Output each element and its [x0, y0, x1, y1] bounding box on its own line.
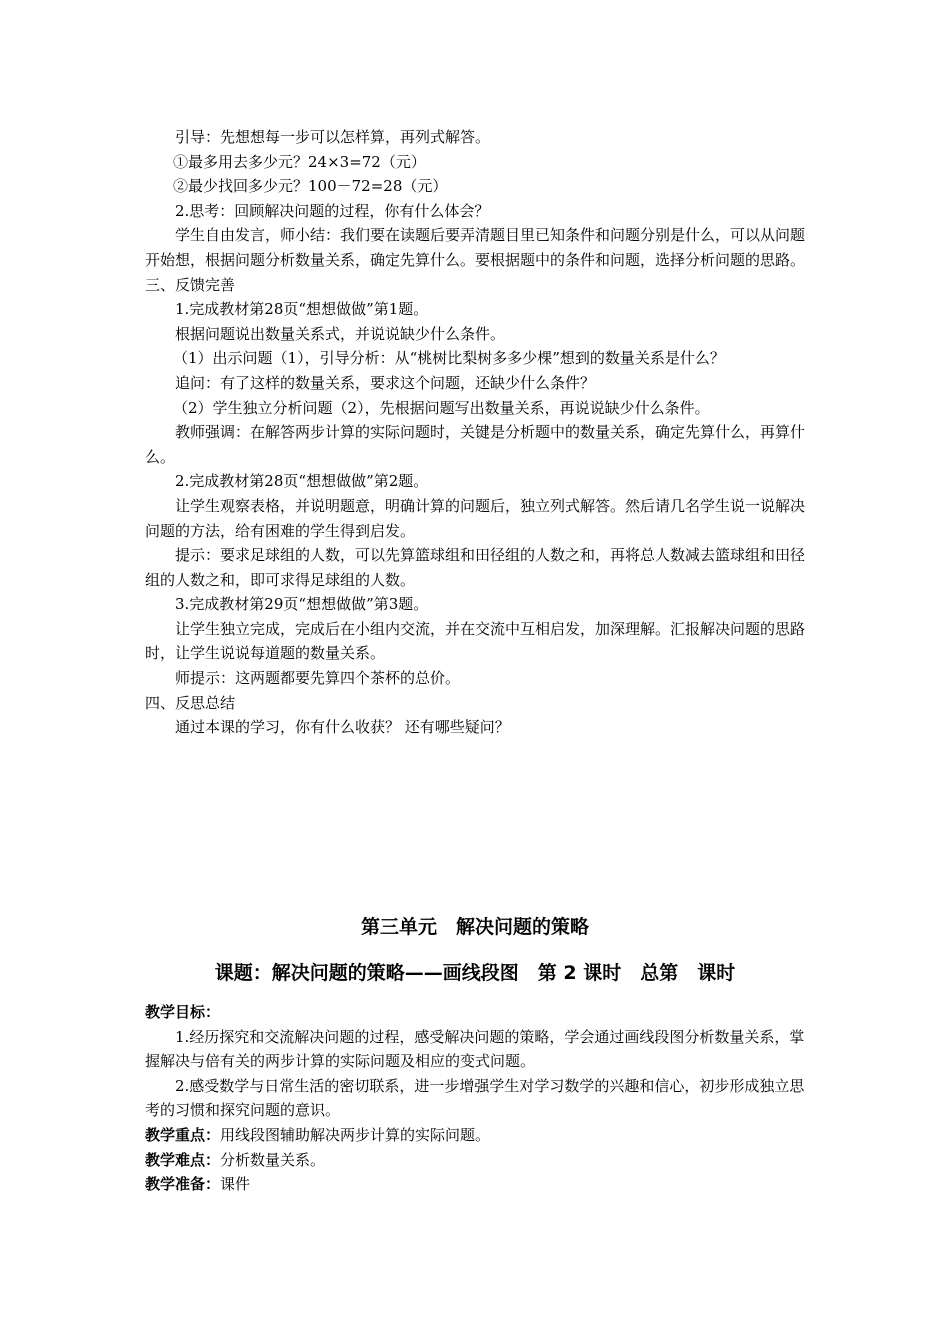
guide-line: 引导：先想想每一步可以怎样算，再列式解答。 — [175, 128, 491, 146]
exercise-three-hint: 师提示：这两题都要先算四个茶杯的总价。 — [175, 669, 461, 688]
teacher-summary: 学生自由发言，师小结：我们要在读题后要弄清题目里已知条件和问题分别是什么，可以从问题开始想，根据问题分析数量关系，确定先算什么。要根据题中的条件和问题，选择分析问题的思路。 — [145, 226, 806, 269]
lesson-plan-continued-section — [145, 125, 807, 740]
key-point-line — [145, 1123, 807, 1148]
objective-item: 1.经历探究和交流解决问题的过程，感受解决问题的策略，学会通过画线段图分析数量关系，掌握解决与倍有关的两步计算的实际问题及相应的变式问题。 — [145, 1027, 805, 1071]
step-two-line: ②最少找回多少元？100－72=28（元） — [173, 177, 448, 196]
lesson-plan-new-section — [145, 1000, 807, 1197]
exercise-one-part-two: （2）学生独立分析问题（2），先根据问题写出数量关系，再说说缺少什么条件。 — [173, 398, 710, 417]
objectives-label: 教学目标： — [145, 1003, 221, 1021]
exercise-one-heading: 1.完成教材第28页“想想做做”第1题。 — [175, 300, 429, 319]
difficulty-text: 分析数量关系。 — [220, 1150, 326, 1169]
difficulty-label: 教学难点： — [145, 1150, 221, 1169]
key-point-label: 教学重点： — [145, 1125, 221, 1144]
exercise-two-hint: 提示：要求足球组的人数，可以先算篮球组和田径组的人数之和，再将总人数减去篮球组和田径组的人数之和，即可求得足球组的人数。 — [145, 546, 806, 589]
section-heading-reflection: 四、反思总结 — [145, 693, 236, 712]
exercise-one-part-one: （1）出示问题（1），引导分析：从“桃树比梨树多多少棵”想到的数量关系是什么？ — [173, 349, 725, 368]
exercise-two-instruction: 让学生观察表格，并说明题意，明确计算的问题后，独立列式解答。然后请几名学生说一说解决问题的方法，给有困难的学生得到启发。 — [145, 496, 806, 540]
unit-title: 第三单元 解决问题的策略 — [360, 916, 589, 938]
difficulty-line — [145, 1148, 807, 1173]
objectives-heading — [145, 1000, 807, 1025]
objective-item: 2.感受数学与日常生活的密切联系，进一步增强学生对学习数学的兴趣和信心，初步形成独立思考的习惯和探究问题的意识。 — [145, 1076, 805, 1120]
preparation-text: 课件 — [220, 1175, 251, 1194]
preparation-line — [145, 1172, 807, 1197]
reflection-question: 2.思考：回顾解决问题的过程，你有什么体会？ — [175, 201, 490, 220]
lesson-title: 课题：解决问题的策略——画线段图 第 2 课时 总第 课时 — [214, 962, 736, 984]
key-point-text: 用线段图辅助解决两步计算的实际问题。 — [220, 1125, 491, 1144]
exercise-two-heading: 2.完成教材第28页“想想做做”第2题。 — [175, 472, 429, 491]
step-one-line: ①最多用去多少元？24×3=72（元） — [173, 152, 426, 171]
follow-up-question: 追问：有了这样的数量关系，要求这个问题，还缺少什么条件？ — [175, 373, 596, 392]
exercise-three-heading: 3.完成教材第29页“想想做做”第3题。 — [175, 595, 429, 614]
exercise-three-instruction: 让学生独立完成，完成后在小组内交流，并在交流中互相启发，加深理解。汇报解决问题的思路时，让学生说说每道题的数量关系。 — [145, 619, 806, 663]
teacher-emphasis: 教师强调：在解答两步计算的实际问题时，关键是分析题中的数量关系，确定先算什么，再算什么。 — [145, 423, 806, 466]
preparation-label: 教学准备： — [145, 1175, 221, 1194]
reflection-prompt: 通过本课的学习，你有什么收获？ 还有哪些疑问？ — [175, 718, 510, 737]
exercise-one-instruction: 根据问题说出数量关系式，并说说缺少什么条件。 — [175, 324, 506, 343]
section-heading-feedback: 三、反馈完善 — [145, 275, 236, 294]
